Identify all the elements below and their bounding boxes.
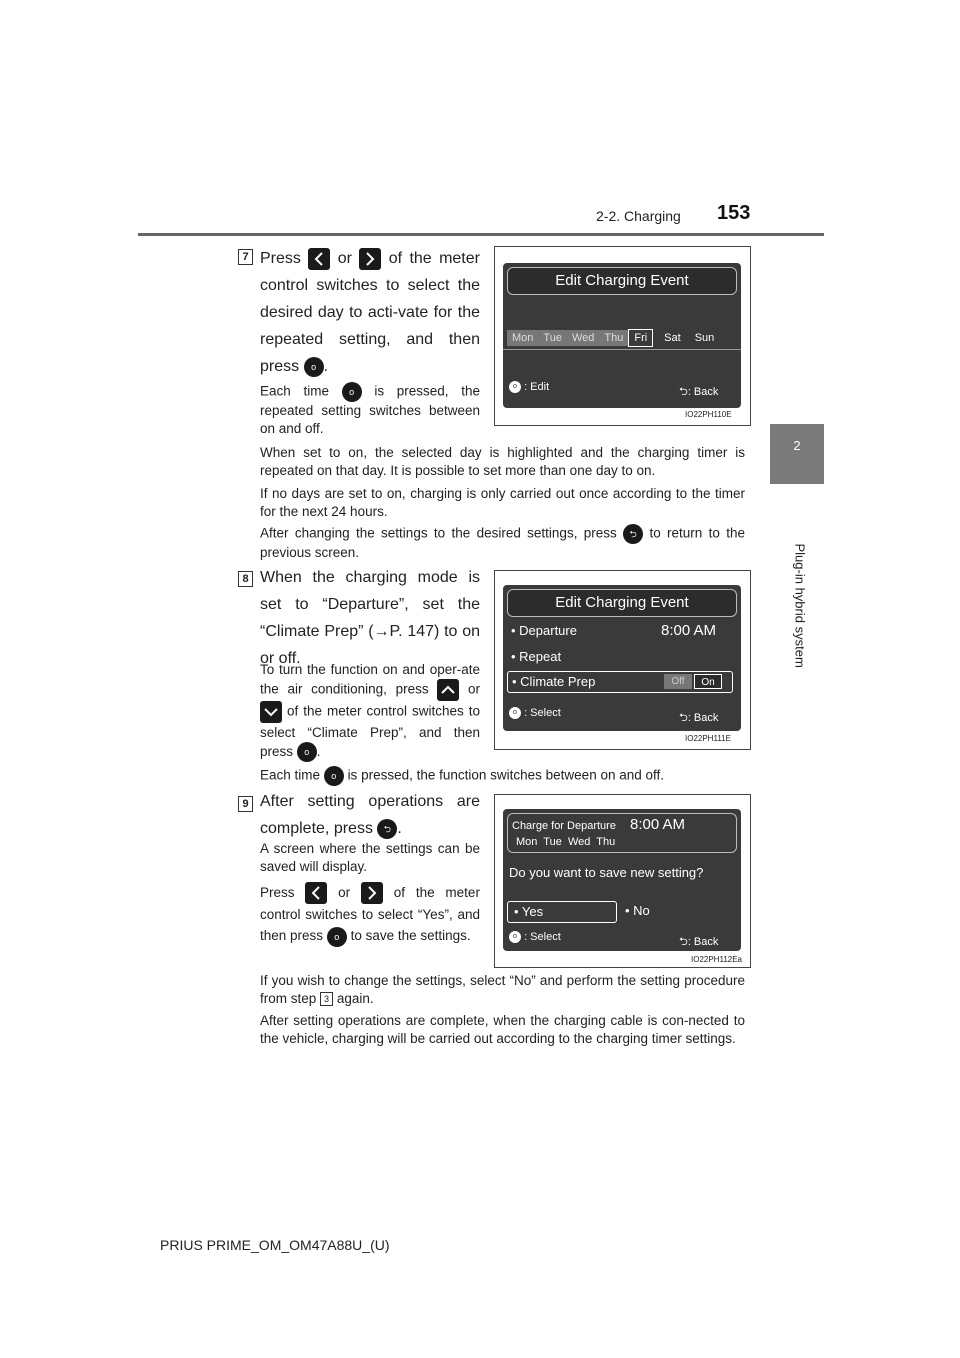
- up-arrow-icon: [437, 679, 459, 701]
- step-reference: 3: [320, 992, 333, 1006]
- enter-button-icon: o: [509, 707, 521, 719]
- enter-button-icon: o: [509, 381, 521, 393]
- step9-instruction: After setting operations are complete, press ⮌ .: [260, 793, 480, 837]
- step7-note1: Each time o is pressed, the repeated setting switches between on and off.: [260, 383, 480, 436]
- step8-note2: Each time o is pressed, the function switches between on and off.: [260, 766, 745, 786]
- enter-button-icon: o: [324, 766, 344, 786]
- step-number: 9: [238, 796, 253, 812]
- day-fri: Fri: [628, 329, 653, 347]
- step7-note3: If no days are set to on, charging is only carried out once according to the timer for the next 24 hours.: [260, 486, 745, 519]
- back-hint: ⮌: Back: [679, 712, 719, 724]
- climate-prep-row: [507, 671, 733, 693]
- departure-label: • Departure: [511, 623, 577, 638]
- chapter-title: Plug-in hybrid system: [792, 543, 808, 668]
- back-icon: ⮌: [679, 936, 688, 948]
- down-arrow-icon: [260, 701, 282, 723]
- enter-button-icon: o: [509, 931, 521, 943]
- enter-button-icon: o: [304, 357, 324, 377]
- yes-option: [507, 901, 617, 923]
- step8-note1: To turn the function on and oper-ate the air conditioning, press or of the meter control switches to select “Climate Prep”, and then press o .: [260, 660, 480, 762]
- screen-title: Edit Charging Event: [507, 267, 737, 295]
- back-icon: ⮌: [679, 712, 688, 724]
- select-hint: o : Select: [509, 707, 561, 719]
- day-tue: Tue: [538, 330, 567, 346]
- page-number: 153: [717, 202, 751, 224]
- charge-days: Mon Tue Wed Thu: [516, 836, 616, 848]
- step9-note4: After setting operations are complete, when the charging cable is con-nected to the vehicle, charging will be carried out according to the charging timer settings.: [260, 1013, 745, 1046]
- chapter-number: 2: [793, 438, 801, 453]
- header-rule: [138, 233, 824, 236]
- figure-code: IO22PH112Ea: [691, 955, 742, 964]
- climate-prep-label: • Climate Prep: [512, 674, 596, 689]
- meter-screen: [503, 585, 741, 731]
- meter-screen: [503, 809, 741, 951]
- step7-note4: After changing the settings to the desired settings, press ⮌ to return to the previous screen.: [260, 525, 745, 560]
- back-button-icon: ⮌: [623, 524, 643, 544]
- step7-note2: When set to on, the selected day is highlighted and the charging timer is repeated on that day. It is possible to set more than one day to on.: [260, 445, 745, 478]
- charge-header: Charge for Departure: [512, 820, 616, 832]
- step9-note2: Press or of the meter control switches to select “Yes”, and then press o to save the settings.: [260, 882, 480, 947]
- step-number: 7: [238, 249, 253, 265]
- day-sun: Sun: [694, 332, 715, 344]
- step7-instruction: Press or of the meter control switches to select the desired day to acti-vate for the repeated setting, and then press o .: [260, 245, 480, 380]
- day-mon: Mon: [507, 330, 538, 346]
- figure-code: IO22PH110E: [685, 410, 732, 419]
- screen-title: Edit Charging Event: [507, 589, 737, 617]
- edit-hint: o : Edit: [509, 381, 549, 393]
- select-hint: o : Select: [509, 931, 561, 943]
- manual-code: PRIUS PRIME_OM_OM47A88U_(U): [160, 1237, 390, 1253]
- left-arrow-icon: [305, 882, 327, 904]
- right-arrow-icon: [361, 882, 383, 904]
- meter-screen: [503, 263, 741, 408]
- charge-time: 8:00 AM: [630, 816, 686, 833]
- divider: [503, 349, 741, 350]
- day-wed: Wed: [567, 330, 599, 346]
- no-label: • No: [625, 903, 650, 918]
- off-option: Off: [664, 674, 692, 689]
- step9-note3: If you wish to change the settings, select “No” and perform the setting procedure from step 3 again.: [260, 973, 745, 1006]
- day-thu: Thu: [599, 330, 628, 346]
- step9-note1: A screen where the settings can be saved will display.: [260, 841, 480, 874]
- step-number: 8: [238, 571, 253, 587]
- repeat-label: • Repeat: [511, 649, 562, 664]
- back-hint: ⮌: Back: [679, 386, 719, 398]
- on-option: On: [694, 674, 722, 689]
- enter-button-icon: o: [342, 382, 362, 402]
- back-hint: ⮌: Back: [679, 936, 719, 948]
- section-title: 2-2. Charging: [596, 208, 681, 224]
- charge-summary: [507, 813, 737, 853]
- enter-button-icon: o: [327, 927, 347, 947]
- departure-time: 8:00 AM: [661, 622, 717, 639]
- left-arrow-icon: [308, 248, 330, 270]
- back-icon: ⮌: [679, 386, 688, 398]
- step8-instruction: When the charging mode is set to “Departure”, set the “Climate Prep” (→P. 147) to on or off.: [260, 569, 480, 667]
- yes-label: • Yes: [514, 904, 544, 919]
- save-question: Do you want to save new setting?: [509, 865, 704, 880]
- figure-code: IO22PH111E: [685, 734, 731, 743]
- day-row: [507, 328, 737, 347]
- chapter-tab: [770, 424, 824, 484]
- enter-button-icon: o: [297, 742, 317, 762]
- figure-save-setting: [494, 794, 751, 968]
- right-arrow-icon: [359, 248, 381, 270]
- figure-edit-days: [494, 246, 751, 426]
- figure-climate-prep: [494, 570, 751, 750]
- day-sat: Sat: [664, 332, 681, 344]
- back-button-icon: ⮌: [377, 819, 397, 839]
